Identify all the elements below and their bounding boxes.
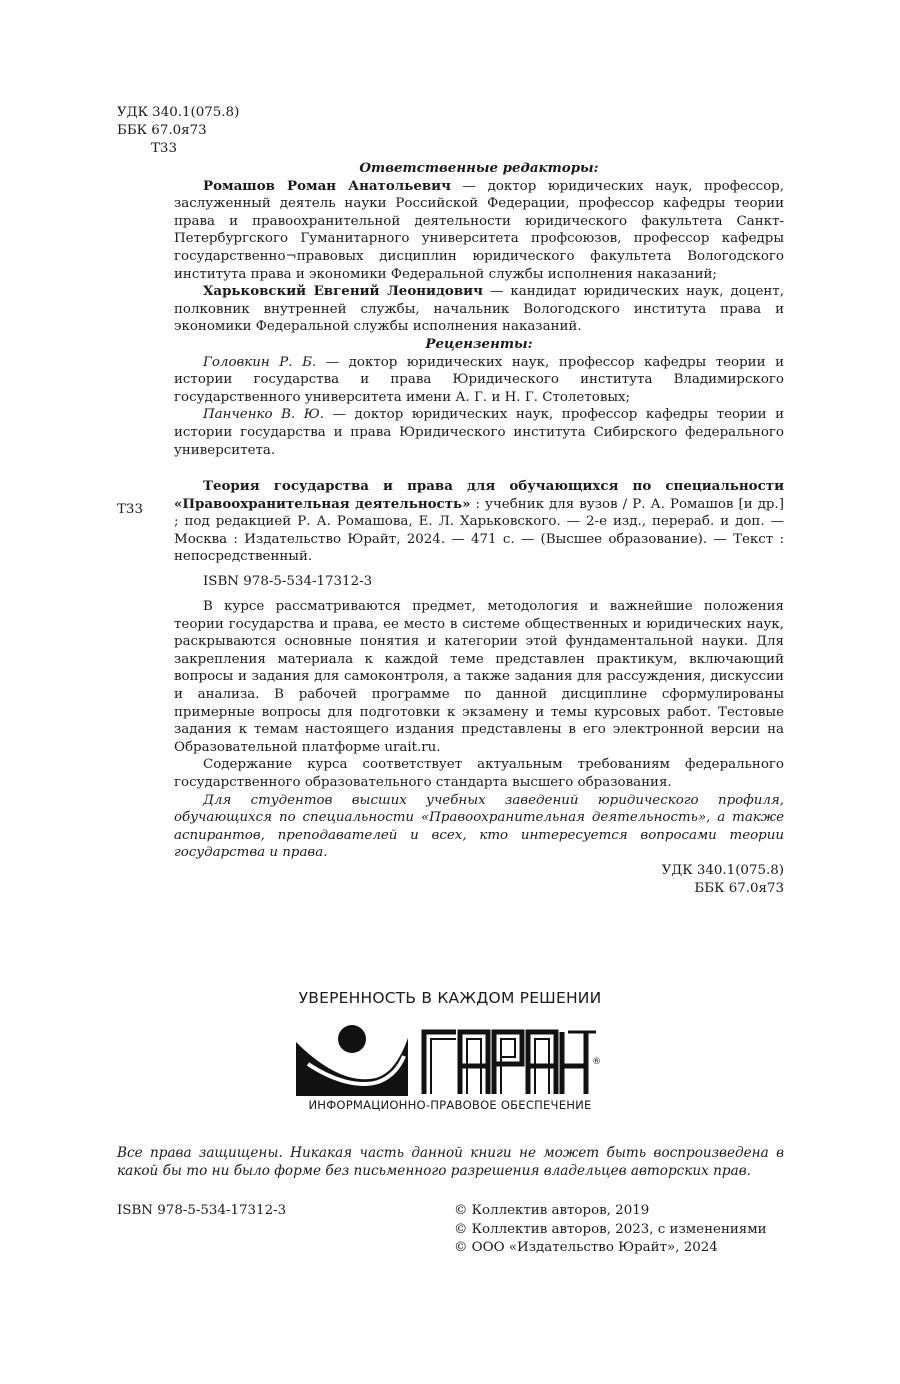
editor-1 [174,178,784,284]
reviewers-heading: Рецензенты: [425,335,533,352]
reviewer-1 [174,354,784,407]
copyright-block [454,1202,767,1258]
editor-2-name: Харьковский Евгений Леонидович [203,283,483,300]
garant-logo [296,1022,604,1098]
biblio-details: : учебник для вузов / Р. А. Ромашов [и др.] ; под редакцией Р. А. Ромашова, Е. Л. Харьковского. — 2-е изд., перераб. и доп. — Москва : Издательство Юрайт, 2024. — 471 с. — (Высшее образование). — Текст : непосредственный. [174,496,784,565]
annotation-block [174,598,784,897]
annotation-udk: УДК 340.1(075.8) [661,862,784,878]
reviewer-2 [174,406,784,459]
biblio-record [174,478,784,591]
editor-1-name: Ромашов Роман Анатольевич [203,177,451,194]
annotation-p2: Содержание курса соответствует актуальным требованиям федерального государственного образовательного стандарта высшего образования. [174,757,784,790]
editor-1-text: — доктор юридических наук, профессор, заслуженный деятель науки Российской Федерации, профессор кафедры теории права и правоохранительной деятельности юридического факультета Санкт-Петербургского Гуманитарного университета профсоюзов, профессор кафедры государственно¬правовых дисциплин юридического факультета Вологодского института права и экономики Федеральной службы исполнения наказаний; [174,178,784,282]
annotation-bbk: ББК 67.0я73 [694,880,784,896]
bbk-code: ББК 67.0я73 [117,123,207,138]
reviewer-1-name: Головкин Р. Б. [203,354,317,370]
editor-2 [174,283,784,336]
reviewer-2-name: Панченко В. Ю. [203,407,325,423]
editor-2-text: — кандидат юридических наук, доцент, полковник внутренней службы, начальник Вологодского института права и экономики Федеральной службы исполнения наказаний. [174,284,784,335]
biblio-isbn: ISBN 978-5-534-17312-3 [203,573,373,589]
editors-block [174,160,784,459]
biblio-side-tag: Т33 [117,502,143,517]
editors-heading: Ответственные редакторы: [359,160,599,176]
author-mark: Т33 [151,141,177,156]
annotation-p1: В курсе рассматриваются предмет, методология и важнейшие положения теории государства и права, ее место в системе общественных и юридических наук, раскрываются основные понятия и категории этой фундаментальной науки. Для закрепления материала к каждой теме представлен практикум, включающий вопросы и задания для самоконтроля, а также задания для рассуждения, дискуссии и анализа. В рабочей программе по данной дисциплине сформулированы примерные вопросы для подготовки к экзамену и темы курсовых работ. Тестовые задания к темам настоящего издания представлены в его электронной версии на Образовательной платформе urait.ru. [174,599,784,755]
reviewer-2-text: — доктор юридических наук, профессор кафедры теории и истории государства и права Юридического института Сибирского федерального университета. [174,407,785,458]
classification-codes [117,104,239,158]
copyright-line: © ООО «Издательство Юрайт», 2024 [454,1240,718,1255]
copyright-line: © Коллектив авторов, 2019 [454,1203,650,1218]
reviewer-1-text: — доктор юридических наук, профессор кафедры теории и истории государства и права Юридического института Владимирского государственного университета имени А. Г. и Н. Г. Столетовых; [174,354,784,405]
book-title: Теория государства и права для обучающихся по специальности «Правоохранительная деятельность» [174,478,784,512]
annotation-audience: Для студентов высших учебных заведений юридического профиля, обучающихся по специальности «Правоохранительная деятельность», а также аспирантов, преподавателей и всех, кто интересуется вопросами теории государства и права. [174,792,784,861]
rights-notice: Все права защищены. Никакая часть данной книги не может быть воспроизведена в какой бы то ни было форме без письменного разрешения владельцев авторских прав. [117,1145,784,1179]
garant-slogan: УВЕРЕННОСТЬ В КАЖДОМ РЕШЕНИИ [298,989,602,1007]
garant-wordmark [424,1032,596,1094]
garant-subtitle: ИНФОРМАЦИОННО-ПРАВОВОЕ ОБЕСПЕЧЕНИЕ [308,1098,592,1112]
udk-code: УДК 340.1(075.8) [117,105,240,120]
copyright-line: © Коллектив авторов, 2023, с изменениями [454,1221,767,1237]
garant-emblem-icon [296,1025,408,1096]
registered-mark: ® [592,1057,601,1067]
footer-isbn: ISBN 978-5-534-17312-3 [117,1203,287,1218]
biblio-description [174,478,784,566]
